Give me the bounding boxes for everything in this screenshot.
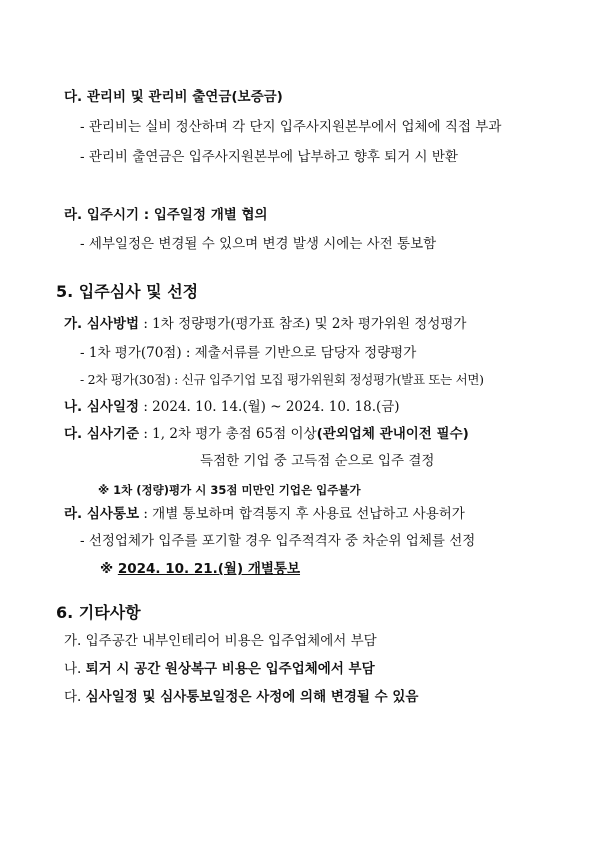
review-schedule xyxy=(64,398,400,416)
review-notify-note xyxy=(100,560,300,578)
section-6-title: 6. 기타사항 xyxy=(56,603,141,622)
review-criteria-bold: (관외업체 관내이전 필수) xyxy=(316,426,469,442)
section-5-title: 5. 입주심사 및 선정 xyxy=(56,282,199,301)
misc-item-c-text: 심사일정 및 심사통보일정은 사정에 의해 변경될 수 있음 xyxy=(85,689,419,705)
misc-item-b-text: 퇴거 시 공간 원상복구 비용은 입주업체에서 부담 xyxy=(85,661,375,677)
section-c-item-2: - 관리비 출연금은 입주사지원본부에 납부하고 향후 퇴거 시 반환 xyxy=(80,149,458,165)
review-criteria-line-2: 득점한 기업 중 고득점 순으로 입주 결정 xyxy=(200,453,435,469)
misc-item-b-prefix: 나. xyxy=(64,661,86,677)
review-method xyxy=(64,315,466,333)
review-schedule-label: 나. 심사일정 xyxy=(64,399,140,415)
misc-item-c-prefix: 다. xyxy=(64,689,86,705)
misc-item-a: 가. 입주공간 내부인테리어 비용은 입주업체에서 부담 xyxy=(64,633,377,649)
review-method-item-1: - 1차 평가(70점) : 제출서류를 기반으로 담당자 정량평가 xyxy=(80,345,417,361)
review-notify-label: 라. 심사통보 xyxy=(64,506,140,522)
section-c-item-1: - 관리비는 실비 정산하며 각 단지 입주사지원본부에서 업체에 직접 부과 xyxy=(80,119,502,135)
review-schedule-text: : 2024. 10. 14.(월) ~ 2024. 10. 18.(금) xyxy=(139,399,400,415)
review-criteria-text: : 1, 2차 평가 총점 65점 이상 xyxy=(139,426,317,442)
misc-item-c xyxy=(64,688,418,706)
review-criteria xyxy=(64,425,469,443)
section-d-item-1: - 세부일정은 변경될 수 있으며 변경 발생 시에는 사전 통보함 xyxy=(80,236,437,252)
review-criteria-label: 다. 심사기준 xyxy=(64,426,140,442)
notify-note-mark: ※ xyxy=(100,561,118,577)
section-d-heading: 라. 입주시기 : 입주일정 개별 협의 xyxy=(64,207,268,223)
review-notify-item-1: - 선정업체가 입주를 포기할 경우 입주적격자 중 차순위 업체를 선정 xyxy=(80,533,476,549)
section-c-heading: 다. 관리비 및 관리비 출연금(보증금) xyxy=(64,89,283,105)
review-method-item-2: - 2차 평가(30점) : 신규 입주기업 모집 평가위원회 정성평가(발표 또는 서면) xyxy=(80,372,484,387)
notify-note-date: 2024. 10. 21.(월) 개별통보 xyxy=(117,561,301,577)
review-criteria-note: ※ 1차 (정량)평가 시 35점 미만인 기업은 입주불가 xyxy=(98,483,361,497)
misc-item-b xyxy=(64,660,375,678)
review-notify-text: : 개별 통보하며 합격통지 후 사용료 선납하고 사용허가 xyxy=(139,506,465,522)
review-method-label: 가. 심사방법 xyxy=(64,316,140,332)
review-method-text: : 1차 정량평가(평가표 참조) 및 2차 평가위원 정성평가 xyxy=(139,316,467,332)
review-notify xyxy=(64,505,465,523)
